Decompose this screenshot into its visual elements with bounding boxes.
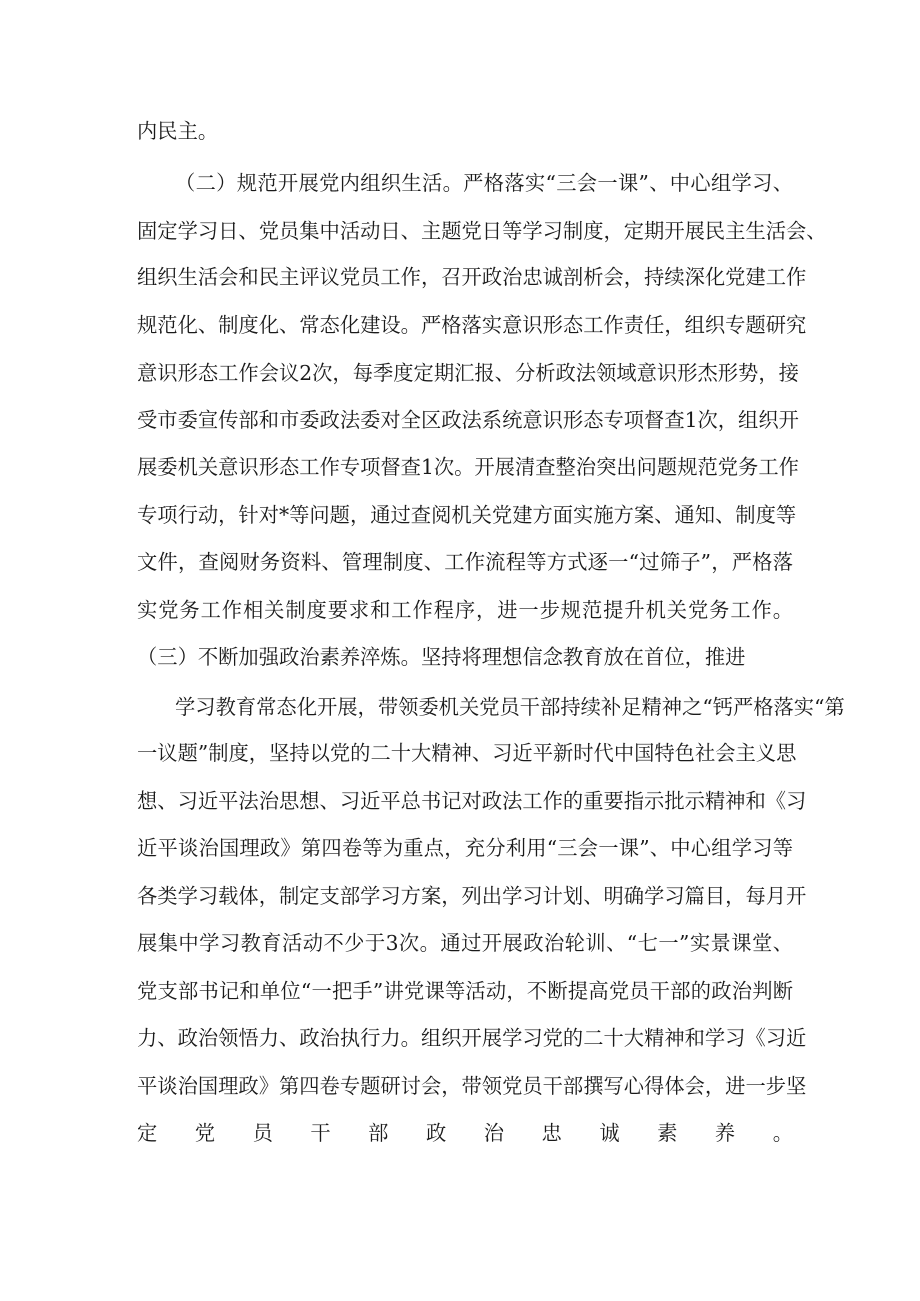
text-line: 定党员干部政治忠诚素养。 [137,1121,793,1145]
text-line: 固定学习日、党员集中活动日、主题党日等学习制度，定期开展民主生活会、 [137,219,827,243]
text-line: 想、习近平法治思想、习近平总书记对政法工作的重要指示批示精神和《习 [137,789,807,813]
section-heading-line: （二）规范开展党内组织生活。严格落实“三会一课”、中心组学习、 [175,171,793,195]
text-line: 意识形态工作会议2次，每季度定期汇报、分析政法领域意识形杰形势，接 [137,361,799,385]
text-line: 组织生活会和民主评议党员工作，召开政治忠诚剖析会，持续深化党建工作 [137,265,807,289]
text-line: 规范化、制度化、常态化建设。严格落实意识形态工作责任，组织专题研究 [137,313,807,337]
text-line: 文件，查阅财务资料、管理制度、工作流程等方式逐一“过筛子”，严格落 [137,550,793,574]
text-line: 党支部书记和单位“一把手”讲党课等活动，不断提高党员干部的政治判断 [137,979,793,1003]
text-line [137,1164,793,1198]
text-line: 力、政治领悟力、政治执行力。组织开展学习党的二十大精神和学习《习近 [137,1026,807,1050]
text-line: 实党务工作相关制度要求和工作程序，进一步规范提升机关党务工作。 [137,598,793,622]
text-line: 近平谈治国理政》第四卷等为重点，充分利用“三会一课”、中心组学习等 [137,836,793,860]
text-line: 受市委宣传部和市委政法委对全区政法系统意识形态专项督查1次，组织开 [137,408,799,432]
section-heading-line: 学习教育常态化开展，带领委机关党员干部持续补足精神之“钙严格落实“第 [175,695,845,719]
text-line: 展集中学习教育活动不少于3次。通过开展政治轮训、“七一”实景课堂、 [137,931,793,955]
text-line: 专项行动，针对*等问题，通过查阅机关党建方面实施方案、通知、制度等 [137,503,797,527]
text-line: （三）不断加强政治素养淬炼。坚持将理想信念教育放在首位，推进 [137,645,746,669]
text-line: 一议题”制度，坚持以党的二十大精神、习近平新时代中国特色社会主义思 [137,741,797,765]
text-line: 各类学习载体，制定支部学习方案，列出学习计划、明确学习篇目，每月开 [137,884,807,908]
text-line: 展委机关意识形态工作专项督查1次。开展清查整治突出问题规范党务工作 [137,455,799,479]
text-line: 平谈治国理政》第四卷专题研讨会，带领党员干部撰写心得体会，进一步坚 [137,1074,807,1098]
text-line: 内民主。 [137,119,219,143]
